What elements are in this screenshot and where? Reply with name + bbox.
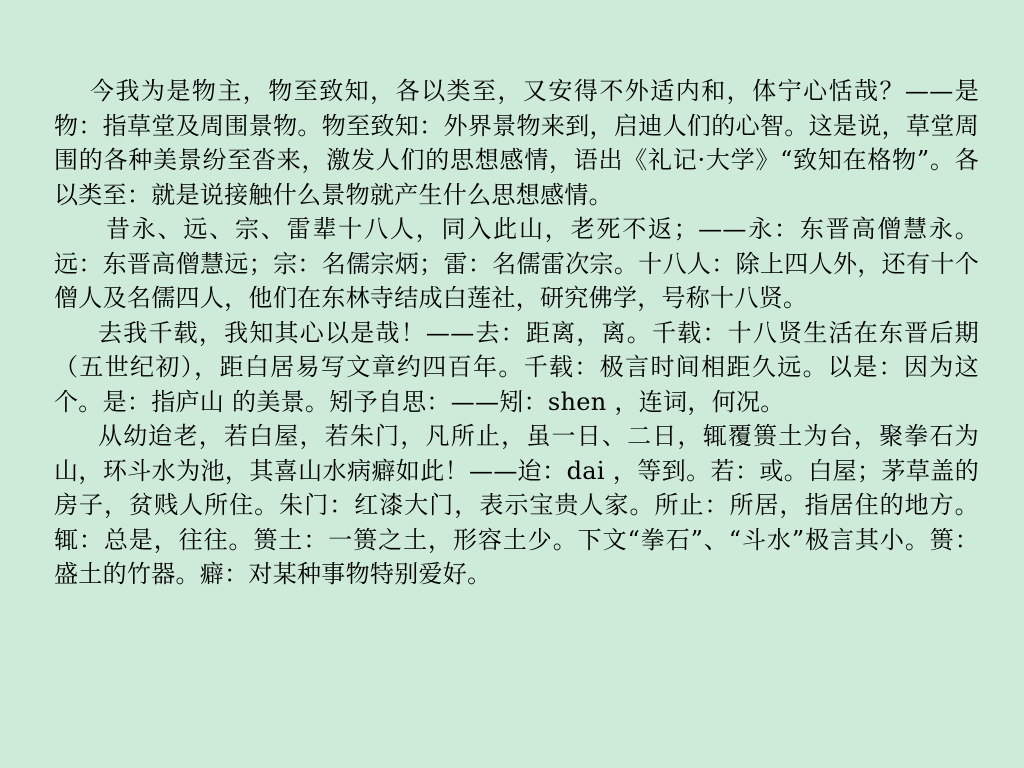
paragraph-qu-wo-qian-zai: 去我千载，我知其心以是哉！——去：距离，离。千载：十八贤生活在东晋后期（五世纪初），距白居易写文章约四百年。千载：极言时间相距久远。以是：因为这个。是：指庐山 的美景。矧予自思：——矧：shen ，连词，何况。 [54, 318, 979, 416]
annotation-text-block [54, 74, 979, 592]
paragraph-wu-zhi-zhi-zhi: 今我为是物主，物至致知，各以类至，又安得不外适内和，体宁心恬哉？——是物：指草堂及周围景物。物至致知：外界景物来到，启迪人们的心智。这是说，草堂周围的各种美景纷至沓来，激发人们的思想感情，语出《礼记·大学》“致知在格物”。各以类至：就是说接触什么景物就产生什么思想感情。 [54, 77, 979, 209]
paragraph-shi-ba-xian: 昔永、远、宗、雷辈十八人，同入此山，老死不返；——永：东晋高僧慧永。远：东晋高僧慧远；宗：名儒宗炳；雷：名儒雷次宗。十八人：除上四人外，还有十个僧人及名儒四人，他们在东林寺结成白莲社，研究佛学，号称十八贤。 [54, 215, 979, 312]
paragraph-cong-you-dai-lao: 从幼迨老，若白屋，若朱门，凡所止，虽一日、二日，辄覆篑土为台，聚拳石为山，环斗水为池，其喜山水病癖如此！——迨：dai ，等到。若：或。白屋；茅草盖的房子，贫贱人所住。朱门：红漆大门，表示宝贵人家。所止：所居，指居住的地方。辄：总是，往往。篑土：一篑之土，形容土少。下文“拳石”、“斗水”极言其小。篑：盛土的竹器。癖：对某种事物特别爱好。 [54, 422, 979, 588]
